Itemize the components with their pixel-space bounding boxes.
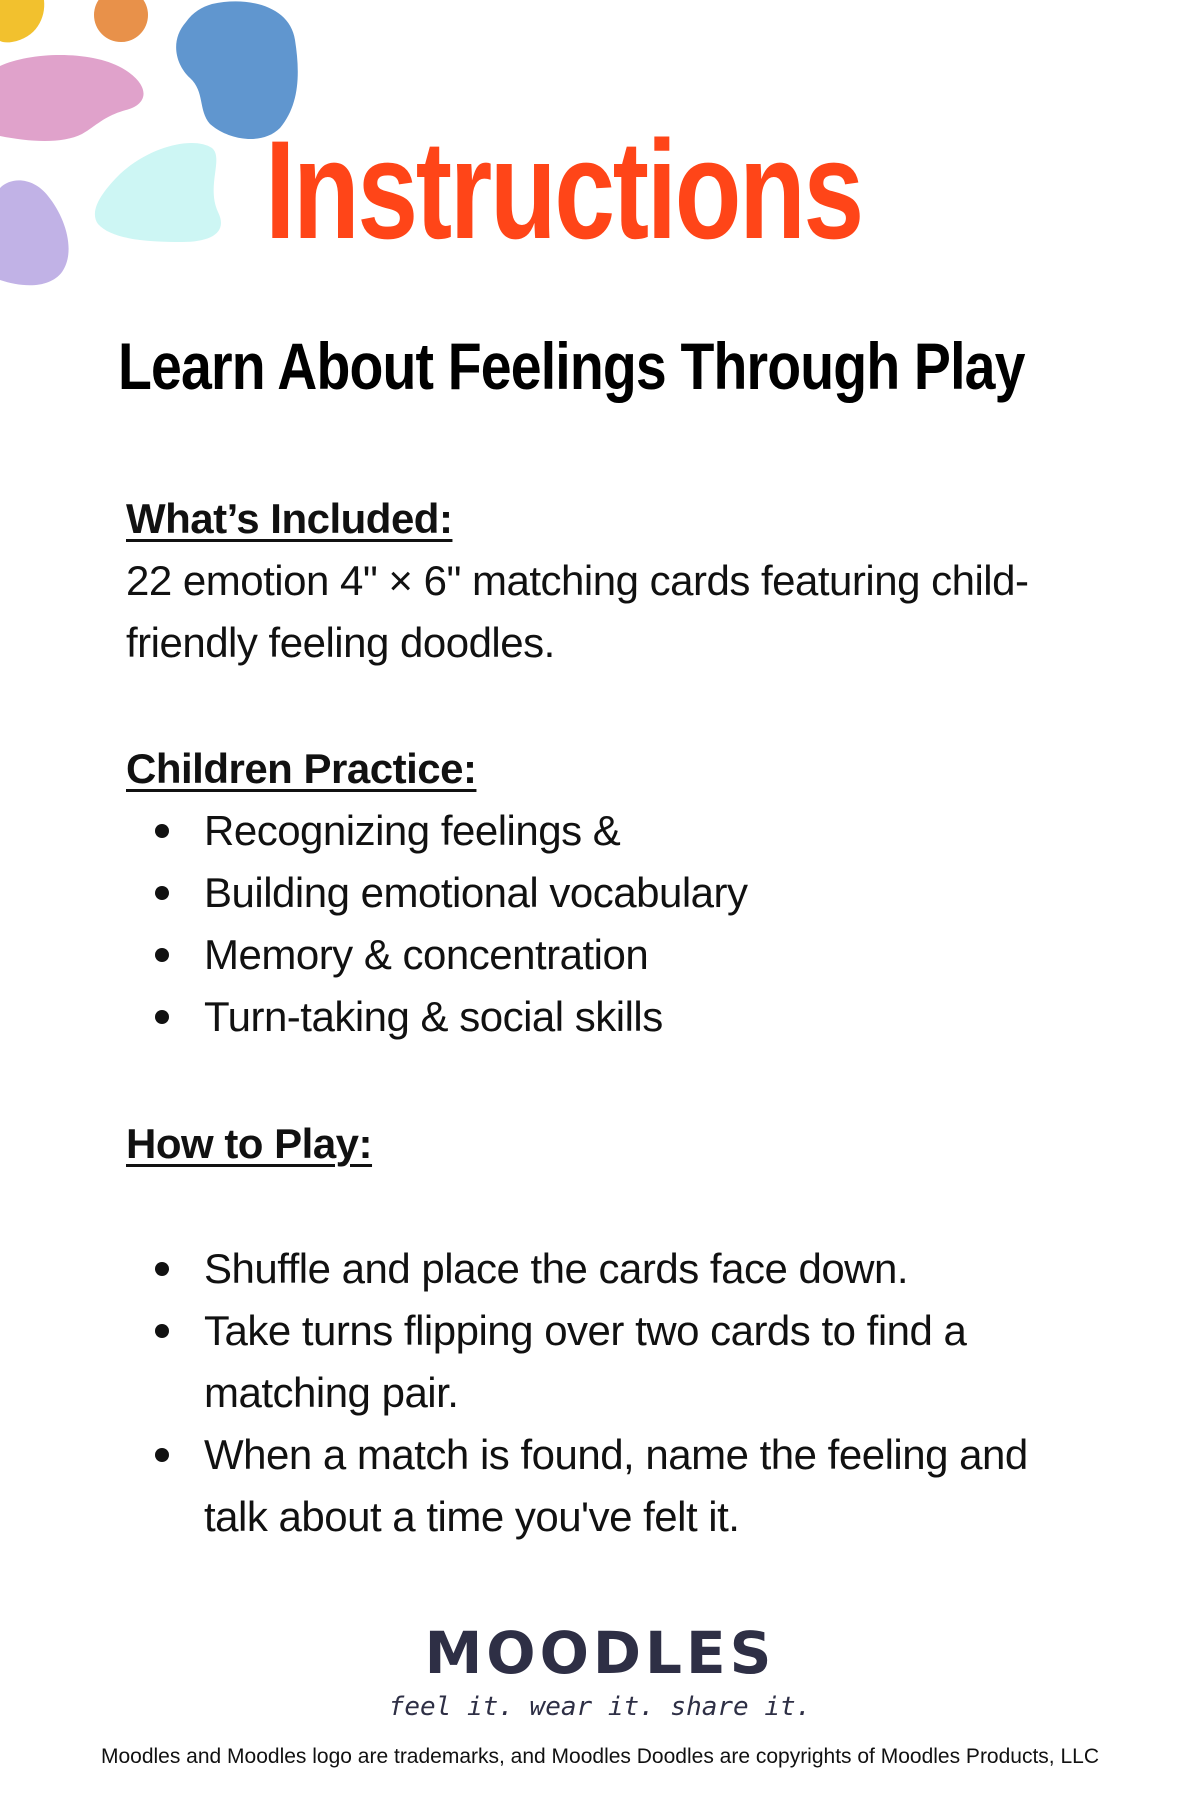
- spacer: [126, 1175, 1086, 1238]
- included-section: [126, 488, 1086, 674]
- bullet-icon: [155, 948, 169, 962]
- list-item: [126, 924, 1086, 986]
- bullet-icon: [155, 886, 169, 900]
- list-item-text: Building emotional vocabulary: [204, 869, 748, 916]
- list-item-text: Take turns flipping over two cards to find a: [204, 1307, 967, 1354]
- practice-section: [126, 738, 1086, 1048]
- how-to-play-heading: How to Play:: [126, 1120, 373, 1167]
- how-to-play-list: [126, 1238, 1086, 1548]
- bullet-icon: [155, 1324, 169, 1338]
- list-item-text: When a match is found, name the feeling and: [204, 1431, 1028, 1478]
- list-item-text: matching pair.: [204, 1369, 459, 1416]
- moodles-logo: [0, 1619, 1200, 1687]
- pink-blob: [0, 55, 144, 141]
- bullet-icon: [155, 824, 169, 838]
- list-item: [126, 800, 1086, 862]
- list-item: [126, 986, 1086, 1048]
- list-item-text: Memory & concentration: [204, 931, 649, 978]
- list-item-text: Turn-taking & social skills: [204, 993, 663, 1040]
- logo-wordmark: MOODLES: [424, 1619, 776, 1687]
- how-to-play-section: [126, 1113, 1086, 1548]
- logo-tagline: feel it. wear it. share it.: [388, 1692, 812, 1722]
- bullet-icon: [155, 1448, 169, 1462]
- included-heading: What’s Included:: [126, 495, 453, 542]
- practice-heading: Children Practice:: [126, 745, 477, 792]
- orange-blob: [94, 0, 148, 42]
- list-item-text: Recognizing feelings &: [204, 807, 621, 854]
- practice-list: [126, 800, 1086, 1048]
- page-title: Instructions: [265, 111, 862, 268]
- list-item: [126, 1300, 1086, 1424]
- yellow-blob: [0, 0, 44, 42]
- list-item: [126, 1238, 1086, 1300]
- list-item: [126, 862, 1086, 924]
- bullet-icon: [155, 1010, 169, 1024]
- bullet-icon: [155, 1262, 169, 1276]
- list-item: [126, 1424, 1086, 1548]
- purple-blob: [0, 180, 69, 285]
- page-subtitle: Learn About Feelings Through Play: [118, 329, 1025, 403]
- cyan-blob: [95, 143, 221, 242]
- list-item-text: talk about a time you've felt it.: [204, 1493, 740, 1540]
- list-item-text: Shuffle and place the cards face down.: [204, 1245, 909, 1292]
- included-text-line-1: 22 emotion 4" × 6" matching cards featuring child-: [126, 557, 1029, 604]
- copyright-footer: Moodles and Moodles logo are trademarks, and Moodles Doodles are copyrights of Moodles Products, LLC: [100, 1745, 1100, 1768]
- included-text-line-2: friendly feeling doodles.: [126, 619, 555, 666]
